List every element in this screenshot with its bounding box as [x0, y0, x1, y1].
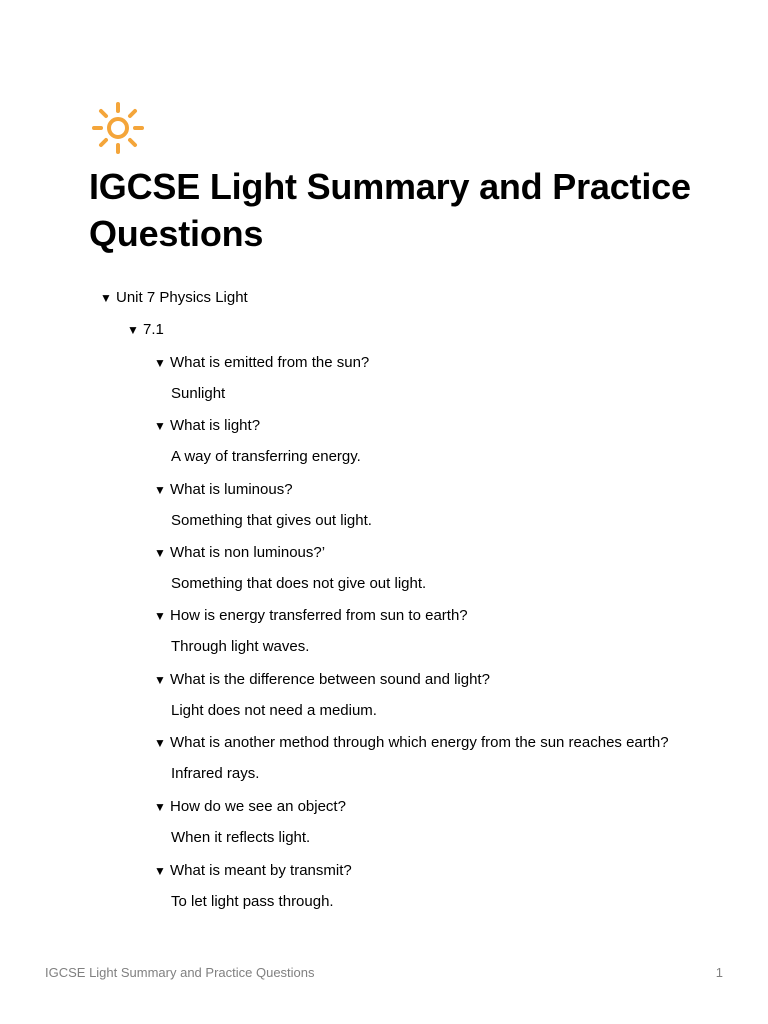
- toggle-arrow-icon[interactable]: ▼: [154, 673, 166, 687]
- question-text: How is energy transferred from sun to earth?: [170, 607, 468, 624]
- footer-title: IGCSE Light Summary and Practice Questions: [45, 965, 315, 980]
- question-text: What is non luminous?’: [170, 544, 326, 561]
- question-text: What is meant by transmit?: [170, 862, 352, 879]
- answer-text: Through light waves.: [171, 638, 310, 655]
- question-toggle[interactable]: [154, 861, 352, 881]
- answer-text: Sunlight: [171, 385, 226, 402]
- toggle-arrow-icon[interactable]: ▼: [154, 546, 166, 560]
- toggle-arrow-icon[interactable]: ▼: [154, 356, 166, 370]
- toggle-arrow-icon[interactable]: ▼: [100, 291, 112, 305]
- question-text: What is luminous?: [170, 481, 293, 498]
- answer-text: Something that gives out light.: [171, 512, 372, 529]
- page-title: IGCSE Light Summary and Practice Questions: [89, 166, 691, 254]
- question-toggle[interactable]: [154, 416, 260, 436]
- question-toggle[interactable]: [154, 353, 369, 373]
- sun-icon: [90, 100, 146, 156]
- answer-text: Infrared rays.: [171, 765, 260, 782]
- answer-text: When it reflects light.: [171, 829, 311, 846]
- question-toggle[interactable]: [154, 733, 669, 753]
- question-text: What is light?: [170, 417, 261, 434]
- question-text: How do we see an object?: [170, 798, 346, 815]
- toggle-unit-7[interactable]: [100, 288, 248, 308]
- question-text: What is the difference between sound and light?: [170, 671, 490, 688]
- page-number: 1: [715, 965, 723, 980]
- toggle-arrow-icon[interactable]: ▼: [154, 419, 166, 433]
- toggle-section-7-1[interactable]: [127, 320, 164, 340]
- answer-text: Light does not need a medium.: [171, 702, 377, 719]
- answer-text: Something that does not give out light.: [171, 575, 427, 592]
- answer-text: To let light pass through.: [171, 893, 334, 910]
- question-text: What is another method through which energy from the sun reaches earth?: [170, 734, 669, 751]
- question-toggle[interactable]: [154, 543, 325, 563]
- toggle-label: Unit 7 Physics Light: [116, 289, 248, 306]
- toggle-label: 7.1: [143, 321, 164, 338]
- toggle-arrow-icon[interactable]: ▼: [154, 800, 166, 814]
- answer-text: A way of transferring energy.: [171, 448, 361, 465]
- question-toggle[interactable]: [154, 606, 468, 626]
- toggle-arrow-icon[interactable]: ▼: [154, 483, 166, 497]
- question-text: What is emitted from the sun?: [170, 354, 370, 371]
- toggle-arrow-icon[interactable]: ▼: [154, 609, 166, 623]
- question-toggle[interactable]: [154, 670, 490, 690]
- toggle-arrow-icon[interactable]: ▼: [154, 736, 166, 750]
- question-toggle[interactable]: [154, 797, 346, 817]
- question-toggle[interactable]: [154, 480, 293, 500]
- toggle-arrow-icon[interactable]: ▼: [154, 864, 166, 878]
- toggle-arrow-icon[interactable]: ▼: [127, 323, 139, 337]
